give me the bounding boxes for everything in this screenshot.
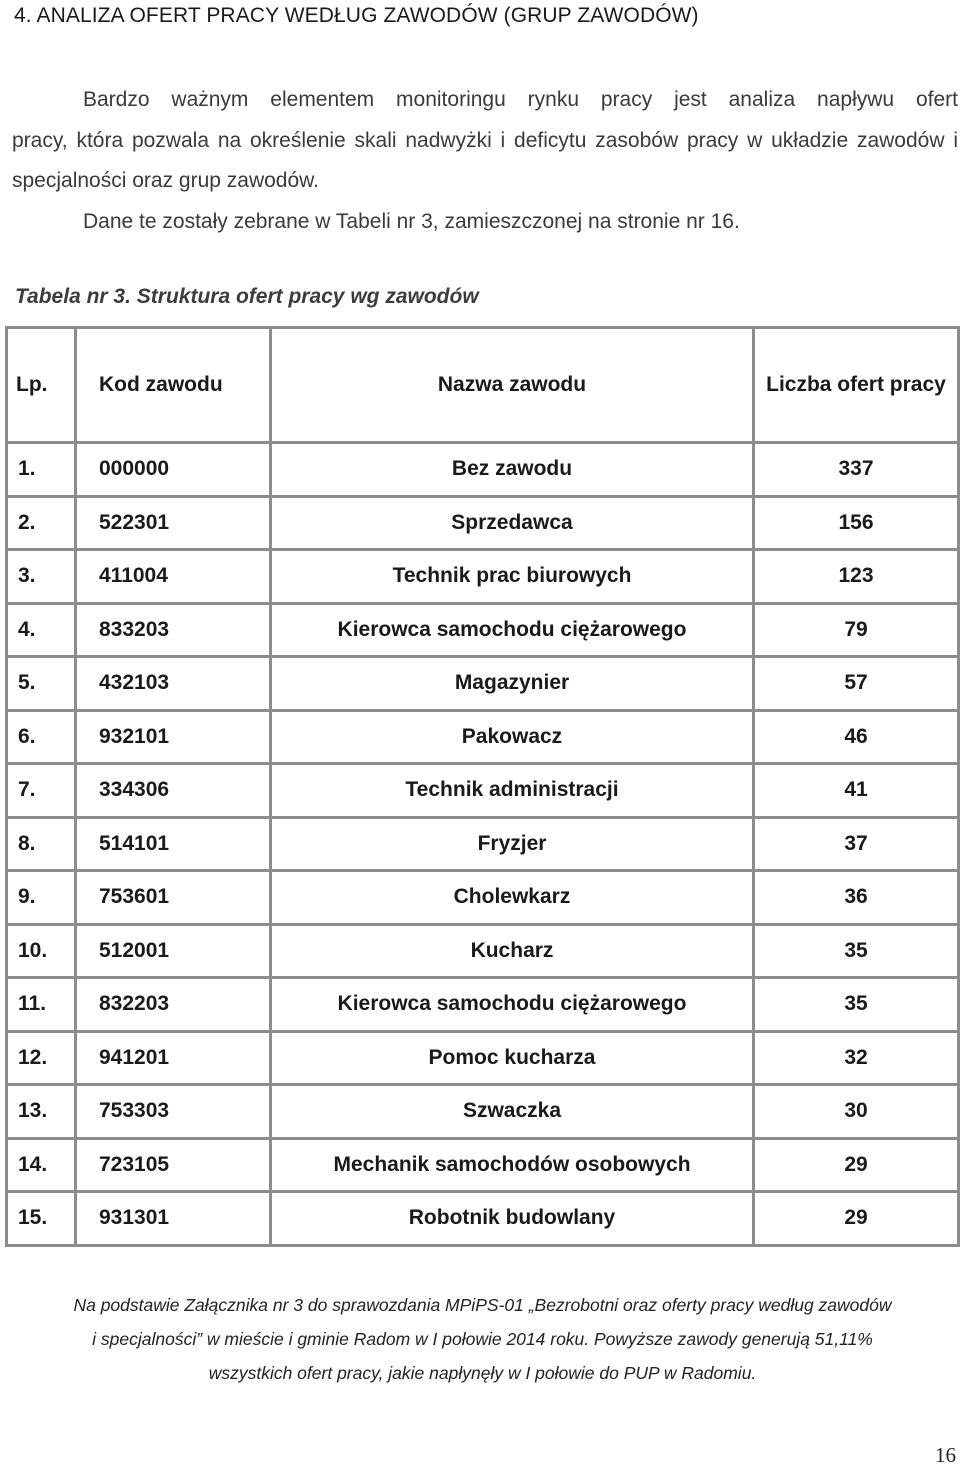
cell-count: 32: [754, 1031, 959, 1085]
table-header-row: [7, 328, 959, 443]
cell-count: 337: [754, 443, 959, 497]
cell-name: Bez zawodu: [271, 443, 754, 497]
cell-code: 522301: [76, 496, 271, 550]
header-name: Nazwa zawodu: [271, 328, 754, 443]
cell-count: 35: [754, 978, 959, 1032]
cell-lp: 6.: [7, 710, 76, 764]
cell-code: 753601: [76, 871, 271, 925]
cell-name: Technik administracji: [271, 764, 754, 818]
table-row: [7, 496, 959, 550]
cell-lp: 4.: [7, 603, 76, 657]
cell-lp: 8.: [7, 817, 76, 871]
header-code: Kod zawodu: [76, 328, 271, 443]
table-row: [7, 871, 959, 925]
cell-name: Kierowca samochodu ciężarowego: [271, 978, 754, 1032]
source-note: [5, 1288, 960, 1390]
cell-count: 41: [754, 764, 959, 818]
cell-code: 723105: [76, 1138, 271, 1192]
cell-name: Technik prac biurowych: [271, 550, 754, 604]
table-caption: Tabela nr 3. Struktura ofert pracy wg zawodów: [15, 285, 479, 308]
cell-code: 334306: [76, 764, 271, 818]
cell-lp: 2.: [7, 496, 76, 550]
table-row: [7, 924, 959, 978]
job-offers-table: [5, 326, 960, 1247]
cell-count: 30: [754, 1085, 959, 1139]
cell-name: Cholewkarz: [271, 871, 754, 925]
cell-count: 156: [754, 496, 959, 550]
cell-count: 123: [754, 550, 959, 604]
cell-name: Sprzedawca: [271, 496, 754, 550]
cell-count: 79: [754, 603, 959, 657]
cell-name: Robotnik budowlany: [271, 1192, 754, 1246]
cell-code: 833203: [76, 603, 271, 657]
cell-count: 29: [754, 1138, 959, 1192]
cell-count: 46: [754, 710, 959, 764]
table-row: [7, 1031, 959, 1085]
header-lp: Lp.: [7, 328, 76, 443]
table-row: [7, 550, 959, 604]
intro-paragraph-2: Dane te zostały zebrane w Tabeli nr 3, zamieszczonej na stronie nr 16.: [83, 209, 740, 233]
cell-lp: 12.: [7, 1031, 76, 1085]
cell-lp: 7.: [7, 764, 76, 818]
cell-code: 514101: [76, 817, 271, 871]
cell-code: 932101: [76, 710, 271, 764]
table-row: [7, 603, 959, 657]
cell-name: Kierowca samochodu ciężarowego: [271, 603, 754, 657]
table-row: [7, 657, 959, 711]
intro-text: [12, 80, 958, 242]
cell-lp: 10.: [7, 924, 76, 978]
table-row: [7, 978, 959, 1032]
table-row: [7, 710, 959, 764]
cell-lp: 9.: [7, 871, 76, 925]
table-row: [7, 1085, 959, 1139]
section-heading: 4. ANALIZA OFERT PRACY WEDŁUG ZAWODÓW (GRUP ZAWODÓW): [14, 4, 699, 27]
cell-count: 35: [754, 924, 959, 978]
table-row: [7, 1192, 959, 1246]
cell-name: Mechanik samochodów osobowych: [271, 1138, 754, 1192]
cell-lp: 11.: [7, 978, 76, 1032]
cell-lp: 3.: [7, 550, 76, 604]
table-row: [7, 1138, 959, 1192]
cell-lp: 13.: [7, 1085, 76, 1139]
intro-paragraph-1-rest: pracy, która pozwala na określenie skali nadwyżki i deficytu zasobów pracy w układzie zawodów i specjalności oraz grup zawodów.: [12, 128, 958, 192]
cell-name: Magazynier: [271, 657, 754, 711]
cell-lp: 15.: [7, 1192, 76, 1246]
intro-paragraph-1-line-1: Bardzo ważnym elementem monitoringu rynku pracy jest analiza napływu ofert: [83, 88, 958, 111]
cell-name: Pakowacz: [271, 710, 754, 764]
cell-name: Kucharz: [271, 924, 754, 978]
cell-code: 931301: [76, 1192, 271, 1246]
cell-code: 512001: [76, 924, 271, 978]
cell-name: Pomoc kucharza: [271, 1031, 754, 1085]
cell-count: 37: [754, 817, 959, 871]
header-count: Liczba ofert pracy: [754, 328, 959, 443]
cell-code: 753303: [76, 1085, 271, 1139]
cell-code: 941201: [76, 1031, 271, 1085]
cell-lp: 5.: [7, 657, 76, 711]
cell-count: 36: [754, 871, 959, 925]
page-number: 16: [935, 1443, 956, 1467]
cell-count: 29: [754, 1192, 959, 1246]
cell-lp: 14.: [7, 1138, 76, 1192]
cell-code: 432103: [76, 657, 271, 711]
table-row: [7, 443, 959, 497]
table-body: [7, 443, 959, 1246]
table-row: [7, 817, 959, 871]
cell-code: 411004: [76, 550, 271, 604]
note-line-2: i specjalności” w mieście i gminie Radom w I połowie 2014 roku. Powyższe zawody generują 51,11%: [92, 1329, 873, 1349]
table-row: [7, 764, 959, 818]
cell-count: 57: [754, 657, 959, 711]
cell-code: 000000: [76, 443, 271, 497]
note-line-3: wszystkich ofert pracy, jakie napłynęły w I połowie do PUP w Radomiu.: [208, 1363, 757, 1383]
cell-name: Fryzjer: [271, 817, 754, 871]
cell-lp: 1.: [7, 443, 76, 497]
cell-code: 832203: [76, 978, 271, 1032]
cell-name: Szwaczka: [271, 1085, 754, 1139]
note-line-1: Na podstawie Załącznika nr 3 do sprawozdania MPiPS-01 „Bezrobotni oraz oferty pracy według zawodów: [73, 1295, 892, 1315]
